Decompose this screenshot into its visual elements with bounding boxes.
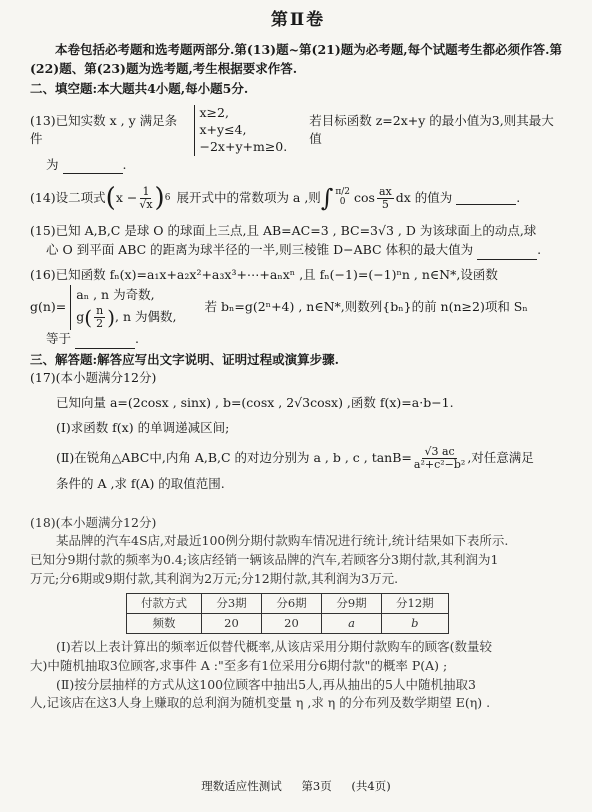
q16-line-1: (16)已知函数 fₙ(x)=a₁x+a₂x²+a₃x³+⋯+aₙxⁿ ,且 fₙ(−1)=(−1)ⁿn , n∈N*,设函数 [30,266,498,282]
q13-suffix: 若目标函数 z=2x+y 的最小值为3,则其最大值 [309,112,554,147]
q16-case-2: g( $\frac{n}{2}$ ), n 为偶数, [76,303,177,330]
q18-part-2-a: (Ⅱ)按分层抽样的方式从这100位顾客中抽出5人,再从抽出的5人中随机抽取3 [56,676,476,692]
q15-line-2-wrap: 心 O 到平面 ABC 的距离为球半径的一半,则三棱锥 D−ABC 体积的最大值为 . [30,241,566,260]
question-14: (14)设二项式 ( x − $\frac{1}{√x}$ ) 6 展开式中的常数项为 a ,则 ∫ π/2 0 cos $\frac{ax}{5}$ dx 的值为 . [30,180,566,216]
table-row [127,613,449,633]
q18-part-1-a: (Ⅰ)若以上表计算出的频率近似替代概率,从该店采用分期付款购车的顾客(数量较 [56,639,493,654]
section-3-heading: 三、解答题:解答应写出文字说明、证明过程或演算步骤. [30,351,339,367]
table-header-cell: 分3期 [202,593,262,613]
q13-tail-line: 为 . [30,156,566,175]
q16-g-label: g(n)= [30,298,67,314]
question-13 [30,105,566,156]
q14-paren-open: ( [105,183,116,214]
q14-paren-close: ) [154,183,165,214]
q17-part-1: (Ⅰ)求函数 f(x) 的单调递减区间; [56,419,230,435]
q18-head: (18)(本小题满分12分) [30,514,157,530]
q13-conditions [194,105,288,156]
table-cell: 20 [202,613,262,633]
table-cell: 20 [262,613,322,633]
q14-exponent: 6 [164,192,171,203]
table-cell: a [322,613,382,633]
page-title: 第Ⅱ卷 [270,10,326,30]
q17-line-1: 已知向量 a=(2cosx , sinx) , b=(cosx , 2√3cosx) ,函数 f(x)=a·b−1. [56,395,454,411]
q16-cases [70,285,176,330]
question-16 [30,266,566,349]
q13-cond-3: −2x+y+m≥0. [199,138,288,154]
q16-answer-blank [75,335,135,349]
section-2-heading: 二、填空题:本大题共4小题,每小题5分. [30,81,249,97]
q13-cond-1: x≥2, [199,105,229,120]
q16-tail: 等于 [46,330,72,346]
q16-piecewise-row [30,285,566,330]
q17-fraction: $\frac{√3 ac}{\text{a²+c²−b²}}$ [413,444,466,471]
q13-cond-2: x+y≤4, [199,121,247,137]
page-footer [0,778,592,795]
q14-fraction: $\frac{1}{√x}$ [139,184,153,211]
q17-head: (17)(本小题满分12分) [30,370,157,386]
table-header-cell: 分9期 [322,593,382,613]
q14-integral-limits: π/2 0 [335,187,351,208]
q16-case-1: aₙ , n 为奇数, [76,286,155,302]
q15-answer-blank [477,246,537,260]
q16-mid: 若 bₙ=g(2ⁿ+4) , n∈N*,则数列{bₙ}的前 n(n≥2)项和 Sₙ [204,298,528,314]
q14-mid: 展开式中的常数项为 a ,则 [176,190,321,205]
q18-frequency-table [126,593,449,635]
q14-cos-fraction: $\frac{ax}{5}$ [378,184,392,211]
q13-prefix: (13)已知实数 x , y 满足条件 [30,112,178,147]
footer-page-number: 第3页 [301,779,332,793]
table-cell: 频数 [127,613,202,633]
q13-answer-blank [63,160,123,174]
q14-prefix: (14)设二项式 [30,190,106,205]
q18-line-3: 万元;分6期或9期付款,其利润为2万元;分12期付款,其利润为3万元. [30,570,399,586]
table-header-cell: 分6期 [262,593,322,613]
q18-line-2: 已知分9期付款的频率为0.4;该店经销一辆该品牌的汽车,若顾客分3期付款,其利润为1 [30,552,499,567]
q17-part-2-tail: 条件的 A ,求 f(A) 的取值范围. [56,475,225,491]
q15-line-2: 心 O 到平面 ABC 的距离为球半径的一半,则三棱锥 D−ABC 体积的最大值为 [46,242,474,258]
q14-integral-sign: ∫ [320,184,334,213]
footer-exam-name: 理数适应性测试 [201,779,282,793]
question-17 [30,369,566,493]
q14-base: x − [115,190,138,205]
q18-part-2-b: 人,记该店在这3人身上赚取的总利润为随机变量 η ,求 η 的分布列及数学期望 E(η) . [30,695,491,711]
table-header-row [127,593,449,613]
q15-line-1: (15)已知 A,B,C 是球 O 的球面上三点,且 AB=AC=3 , BC=3√3 , D 为该球面上的动点,球 [30,223,537,239]
q14-answer-blank [456,191,516,205]
section-intro: 本卷包括必考题和选考题两部分.第(13)题~第(21)题为必考题,每个试题考生都必须作答.第(22)题、第(23)题为选考题,考生根据要求作答. [30,41,562,76]
q14-dx: dx 的值为 [395,190,453,205]
question-18 [30,514,566,714]
table-header-cell: 付款方式 [127,593,202,613]
table-header-cell: 分12期 [382,593,449,613]
q16-tail-line: 等于 . [30,330,566,349]
q14-cos: cos [354,190,375,205]
footer-page-total: (共4页) [351,779,391,793]
q18-part-1-b: 大)中随机抽取3位顾客,求事件 A :"至多有1位采用分6期付款"的概率 P(A) ; [30,657,448,673]
q17-part-2: (Ⅱ)在锐角△ABC中,内角 A,B,C 的对边分别为 a , b , c , tanB= $\frac{√3 ac}{\text{a²+c²−b²}}$ ,对任意满足 [56,444,534,471]
q13-tail: 为 [46,156,59,172]
q18-line-1: 某品牌的汽车4S店,对最近100例分期付款购车情况进行统计,统计结果如下表所示. [56,533,509,549]
table-cell: b [382,613,449,633]
question-15 [30,222,566,260]
